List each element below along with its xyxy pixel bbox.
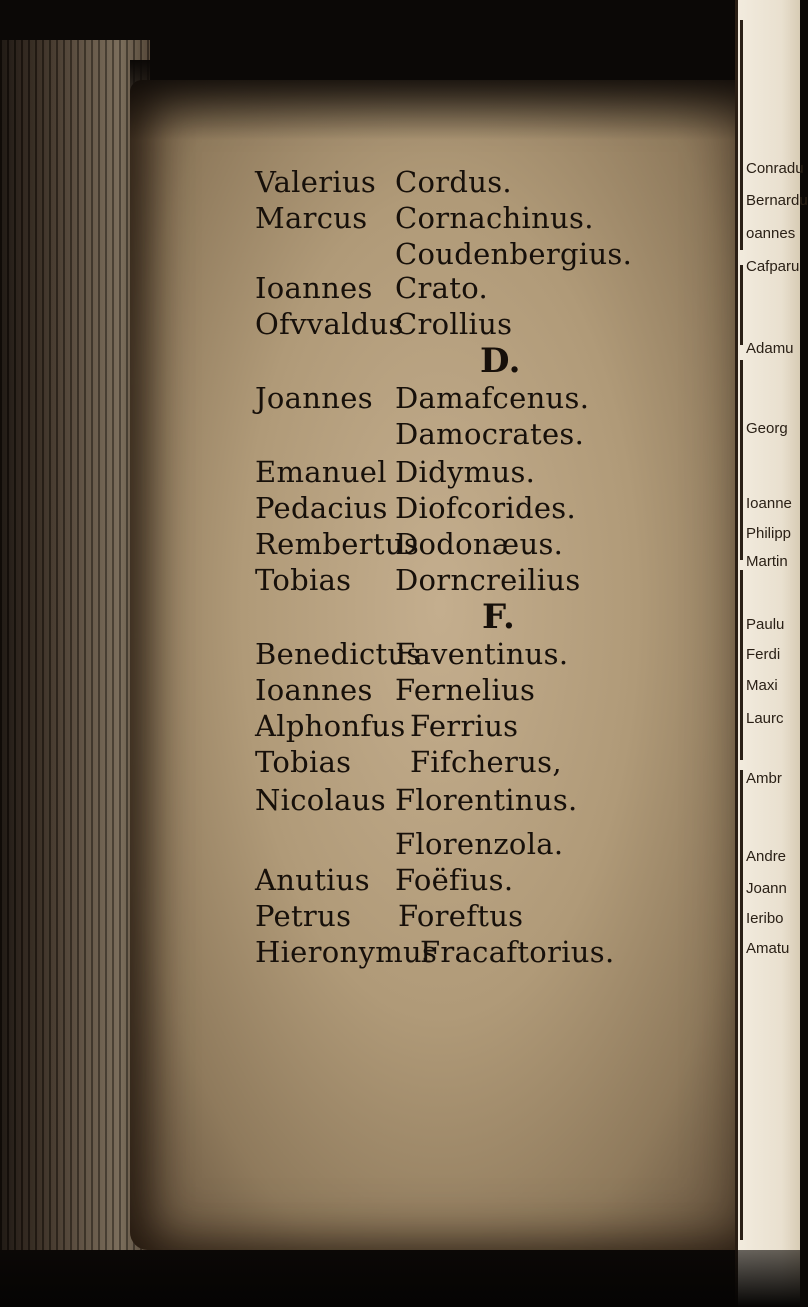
given-name: Rembertus <box>255 527 419 561</box>
left-page-edges <box>0 40 150 1250</box>
bleed-line: Adamu <box>746 340 794 357</box>
surname: Fracaftorius. <box>420 935 615 969</box>
bleed-line: Laurc <box>746 710 784 727</box>
surname: Damocrates. <box>395 417 585 451</box>
given-name: Alphonfus <box>255 709 406 743</box>
given-name: Tobias <box>255 745 352 779</box>
bleed-line: Martin <box>746 553 788 570</box>
given-name: Marcus <box>255 201 368 235</box>
given-name: Pedacius <box>255 491 388 525</box>
given-name: Emanuel <box>255 455 387 489</box>
surname: Fifcherus, <box>410 745 562 779</box>
given-name: Petrus <box>255 899 352 933</box>
bleed-line: Paulu <box>746 616 785 633</box>
bleed-line: Georg <box>746 420 788 437</box>
bleed-bar <box>740 570 743 760</box>
surname: Crato. <box>395 271 488 305</box>
surname: Diofcorides. <box>395 491 576 525</box>
bleed-line: Conradu <box>746 160 804 177</box>
given-name: Nicolaus <box>255 783 386 817</box>
surname: Fernelius <box>395 673 536 707</box>
surname: Faventinus. <box>395 637 569 671</box>
bleed-line: Cafparu <box>746 258 800 275</box>
page-top-shadow <box>130 60 750 140</box>
given-name: Joannes <box>255 381 373 415</box>
given-name: Ofvvaldus <box>255 307 404 341</box>
section-letter: D. <box>480 341 521 381</box>
bleed-bar <box>740 265 743 345</box>
bleed-line: Ferdi <box>746 646 781 663</box>
bleed-bar <box>740 20 743 250</box>
given-name: Valerius <box>255 165 377 199</box>
given-name: Ioannes <box>255 673 373 707</box>
surname: Dorncreilius <box>395 563 581 597</box>
bleed-line: Philipp <box>746 525 792 542</box>
bleed-through-strip <box>738 0 808 1307</box>
surname: Cornachinus. <box>395 201 594 235</box>
bleed-bar <box>740 360 743 560</box>
given-name: Anutius <box>255 863 370 897</box>
surname: Cordus. <box>395 165 512 199</box>
bleed-line: Andre <box>746 848 787 865</box>
bleed-line: Ieribo <box>746 910 784 927</box>
given-name: Hieronymus <box>255 935 438 969</box>
surname: Florentinus. <box>395 783 578 817</box>
bleed-line: Ambr <box>746 770 782 787</box>
surname: Foëfius. <box>395 863 514 897</box>
bleed-line: Bernardu <box>746 192 808 209</box>
bleed-line: Ioanne <box>746 495 792 512</box>
surname: Crollius <box>395 307 513 341</box>
surname: Florenzola. <box>395 827 564 861</box>
section-letter: F. <box>482 597 516 637</box>
given-name: Ioannes <box>255 271 373 305</box>
bleed-line: Amatu <box>746 940 790 957</box>
bleed-bar <box>740 770 743 1240</box>
surname: Didymus. <box>395 455 536 489</box>
bleed-line: oannes <box>746 225 796 242</box>
surname: Damafcenus. <box>395 381 590 415</box>
surname: Ferrius <box>410 709 519 743</box>
surname: Foreftus <box>398 899 524 933</box>
surname: Coudenbergius. <box>395 237 633 271</box>
given-name: Tobias <box>255 563 352 597</box>
bleed-line: Joann <box>746 880 787 897</box>
bleed-line: Maxi <box>746 677 778 694</box>
given-name: Benedictus <box>255 637 422 671</box>
bottom-shadow <box>0 1250 800 1307</box>
surname: Dodonæus. <box>395 527 564 561</box>
